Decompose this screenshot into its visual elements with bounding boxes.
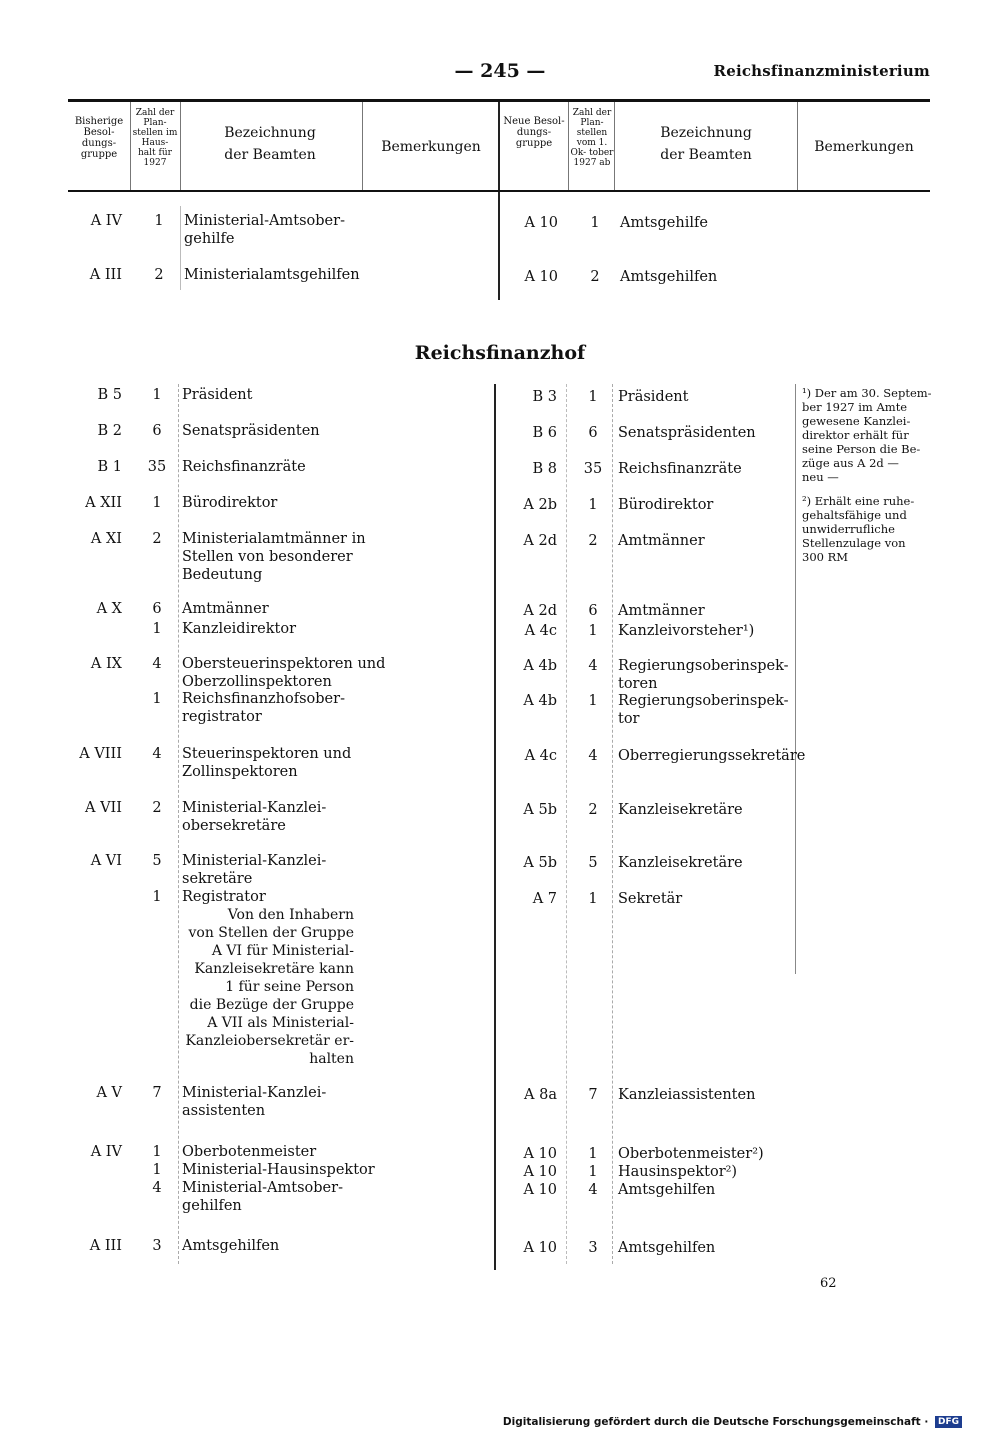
old-group: B 1	[97, 459, 122, 475]
new-group: A 2d	[523, 533, 557, 549]
old-title: Senatspräsidenten	[182, 423, 320, 439]
new-title: Kanzleivorsteher¹)	[618, 623, 755, 639]
old-group: A IV	[90, 1144, 122, 1160]
new-group: A 5b	[523, 802, 557, 818]
new-group: A 4c	[524, 748, 557, 764]
old-count: 35	[147, 459, 167, 475]
col-new-designation: Bezeichnung der Beamten	[660, 125, 752, 163]
footer	[503, 1416, 962, 1428]
new-title: Oberregierungssekretäre	[618, 748, 806, 764]
new-count: 2	[588, 533, 598, 549]
new-title: Amtsgehilfe	[620, 215, 708, 231]
old-title: Oberbotenmeister	[182, 1144, 317, 1160]
new-group: B 8	[532, 461, 557, 477]
old-count: 1	[152, 1144, 162, 1160]
old-title: Amtsgehilfen	[182, 1238, 280, 1254]
new-count: 1	[588, 891, 598, 907]
col-old-group: Bisherige Besol- dungs- gruppe	[74, 116, 124, 160]
old-title: Reichsfinanzhofsober- registrator	[182, 691, 345, 725]
old-count: 2	[152, 800, 162, 816]
col-new-remarks: Bemerkungen	[814, 139, 914, 155]
new-title: Bürodirektor	[618, 497, 714, 513]
old-title: Registrator	[182, 889, 266, 905]
old-count: 1	[152, 621, 162, 637]
new-title: Regierungsoberinspek- tor	[618, 693, 789, 727]
old-group: A VIII	[79, 746, 122, 762]
old-group: A VII	[84, 800, 122, 816]
new-group: B 3	[532, 389, 557, 405]
new-group: A 4c	[524, 623, 557, 639]
old-group: A IX	[90, 656, 122, 672]
old-title: Ministerial-Hausinspektor	[182, 1162, 375, 1178]
new-group: A 2b	[523, 497, 557, 513]
new-count: 4	[588, 1182, 598, 1198]
dfg-logo: DFG	[935, 1416, 962, 1428]
old-group: A III	[89, 267, 122, 283]
new-title: Präsident	[618, 389, 689, 405]
old-title: Ministerial-Kanzlei- obersekretäre	[182, 800, 327, 834]
new-group: A 10	[523, 1240, 557, 1256]
sheet-number: 62	[820, 1276, 837, 1291]
new-group: A 8a	[524, 1087, 557, 1103]
new-group: A 2d	[523, 603, 557, 619]
new-count: 35	[583, 461, 603, 477]
old-title: Bürodirektor	[182, 495, 278, 511]
old-count: 1	[152, 495, 162, 511]
new-count: 1	[588, 1146, 598, 1162]
col-new-group: Neue Besol- dungs- gruppe	[503, 116, 565, 149]
new-count: 1	[588, 497, 598, 513]
new-count: 5	[588, 855, 598, 871]
registrator-note: Von den Inhabern von Stellen der Gruppe A VI für Ministerial- Kanzleisekretäre kann 1 für seine Person die Bezüge der Gruppe A VII als Ministerial- Kanzleiobersekretär er- halten	[185, 907, 354, 1067]
old-group: A IV	[90, 213, 122, 229]
new-count: 2	[590, 269, 600, 285]
new-group: A 10	[523, 1182, 557, 1198]
old-title: Amtmänner	[182, 601, 269, 617]
old-count: 1	[154, 213, 164, 229]
new-title: Amtmänner	[618, 533, 705, 549]
new-title: Amtsgehilfen	[618, 1240, 716, 1256]
old-group: A III	[89, 1238, 122, 1254]
new-count: 3	[588, 1240, 598, 1256]
old-title: Steuerinspektoren und Zollinspektoren	[182, 746, 352, 780]
old-count: 6	[152, 601, 162, 617]
old-count: 7	[152, 1085, 162, 1101]
new-count: 6	[588, 603, 598, 619]
new-group: A 4b	[523, 693, 557, 709]
center-divider	[494, 384, 496, 1270]
new-count: 1	[588, 693, 598, 709]
new-title: Senatspräsidenten	[618, 425, 756, 441]
new-count: 2	[588, 802, 598, 818]
new-group: A 5b	[523, 855, 557, 871]
old-count: 3	[152, 1238, 162, 1254]
new-group: A 7	[532, 891, 557, 907]
section-title: Reichsfinanzhof	[414, 342, 586, 364]
old-count: 2	[152, 531, 162, 547]
new-title: Kanzleisekretäre	[618, 855, 743, 871]
old-title: Reichsfinanzräte	[182, 459, 306, 475]
old-group: A XII	[85, 495, 122, 511]
new-count: 7	[588, 1087, 598, 1103]
old-count: 1	[152, 387, 162, 403]
old-group: B 2	[97, 423, 122, 439]
new-group: A 10	[524, 269, 558, 285]
col-old-count: Zahl der Plan- stellen im Haus- halt für 1927	[132, 108, 178, 168]
footnote-2: ²) Erhält eine ruhe- gehaltsfähige und unwiderrufliche Stellenzulage von 300 RM	[802, 494, 915, 564]
footer-separator: ·	[920, 1416, 932, 1428]
old-group: A VI	[90, 853, 122, 869]
old-title: Kanzleidirektor	[182, 621, 297, 637]
new-count: 1	[590, 215, 600, 231]
old-count: 4	[152, 656, 162, 672]
page-number: — 245 —	[454, 60, 546, 82]
footnote-1: ¹) Der am 30. Septem- ber 1927 im Amte gewesene Kanzlei- direktor erhält für seine Person die Be- züge aus A 2d — neu —	[802, 386, 932, 484]
old-count: 4	[152, 746, 162, 762]
old-title: Präsident	[182, 387, 253, 403]
old-title: Ministerial-Kanzlei- sekretäre	[182, 853, 327, 887]
new-group: B 6	[532, 425, 557, 441]
new-group: A 10	[523, 1164, 557, 1180]
old-count: 1	[152, 1162, 162, 1178]
col-new-count: Zahl der Plan- stellen vom 1. Ok- tober 1927 ab	[570, 108, 614, 168]
old-count: 5	[152, 853, 162, 869]
old-title: Obersteuerinspektoren und Oberzollinspektoren	[182, 656, 386, 690]
new-title: Hausinspektor²)	[618, 1164, 738, 1180]
old-title: Ministerial-Amtsober- gehilfen	[182, 1180, 343, 1214]
col-old-remarks: Bemerkungen	[381, 139, 481, 155]
center-divider-header	[498, 102, 500, 190]
old-group: B 5	[97, 387, 122, 403]
new-title: Amtsgehilfen	[618, 1182, 716, 1198]
new-title: Kanzleisekretäre	[618, 802, 743, 818]
old-count: 1	[152, 889, 162, 905]
old-title: Ministerialamtsgehilfen	[184, 267, 360, 283]
footer-text: Digitalisierung gefördert durch die Deutsche Forschungsgemeinschaft	[502, 1416, 921, 1428]
new-count: 1	[588, 1164, 598, 1180]
old-count: 4	[152, 1180, 162, 1196]
new-title: Reichsfinanzräte	[618, 461, 742, 477]
new-count: 1	[588, 623, 598, 639]
new-title: Sekretär	[618, 891, 683, 907]
old-title: Ministerial-Amtsober- gehilfe	[184, 213, 345, 247]
new-count: 1	[588, 389, 598, 405]
old-group: A V	[96, 1085, 122, 1101]
col-old-designation: Bezeichnung der Beamten	[224, 125, 316, 163]
old-count: 6	[152, 423, 162, 439]
new-title: Regierungsoberinspek- toren	[618, 658, 789, 692]
new-count: 4	[588, 658, 598, 674]
old-group: A XI	[90, 531, 122, 547]
old-group: A X	[96, 601, 122, 617]
new-count: 6	[588, 425, 598, 441]
new-title: Kanzleiassistenten	[618, 1087, 756, 1103]
old-count: 2	[154, 267, 164, 283]
new-title: Amtsgehilfen	[620, 269, 718, 285]
new-title: Oberbotenmeister²)	[618, 1146, 764, 1162]
new-group: A 10	[523, 1146, 557, 1162]
old-count: 1	[152, 691, 162, 707]
new-title: Amtmänner	[618, 603, 705, 619]
new-count: 4	[588, 748, 598, 764]
new-group: A 10	[524, 215, 558, 231]
new-group: A 4b	[523, 658, 557, 674]
old-title: Ministerialamtmänner in Stellen von besonderer Bedeutung	[182, 531, 366, 583]
running-head: Reichsfinanzministerium	[713, 62, 930, 80]
old-title: Ministerial-Kanzlei- assistenten	[182, 1085, 327, 1119]
